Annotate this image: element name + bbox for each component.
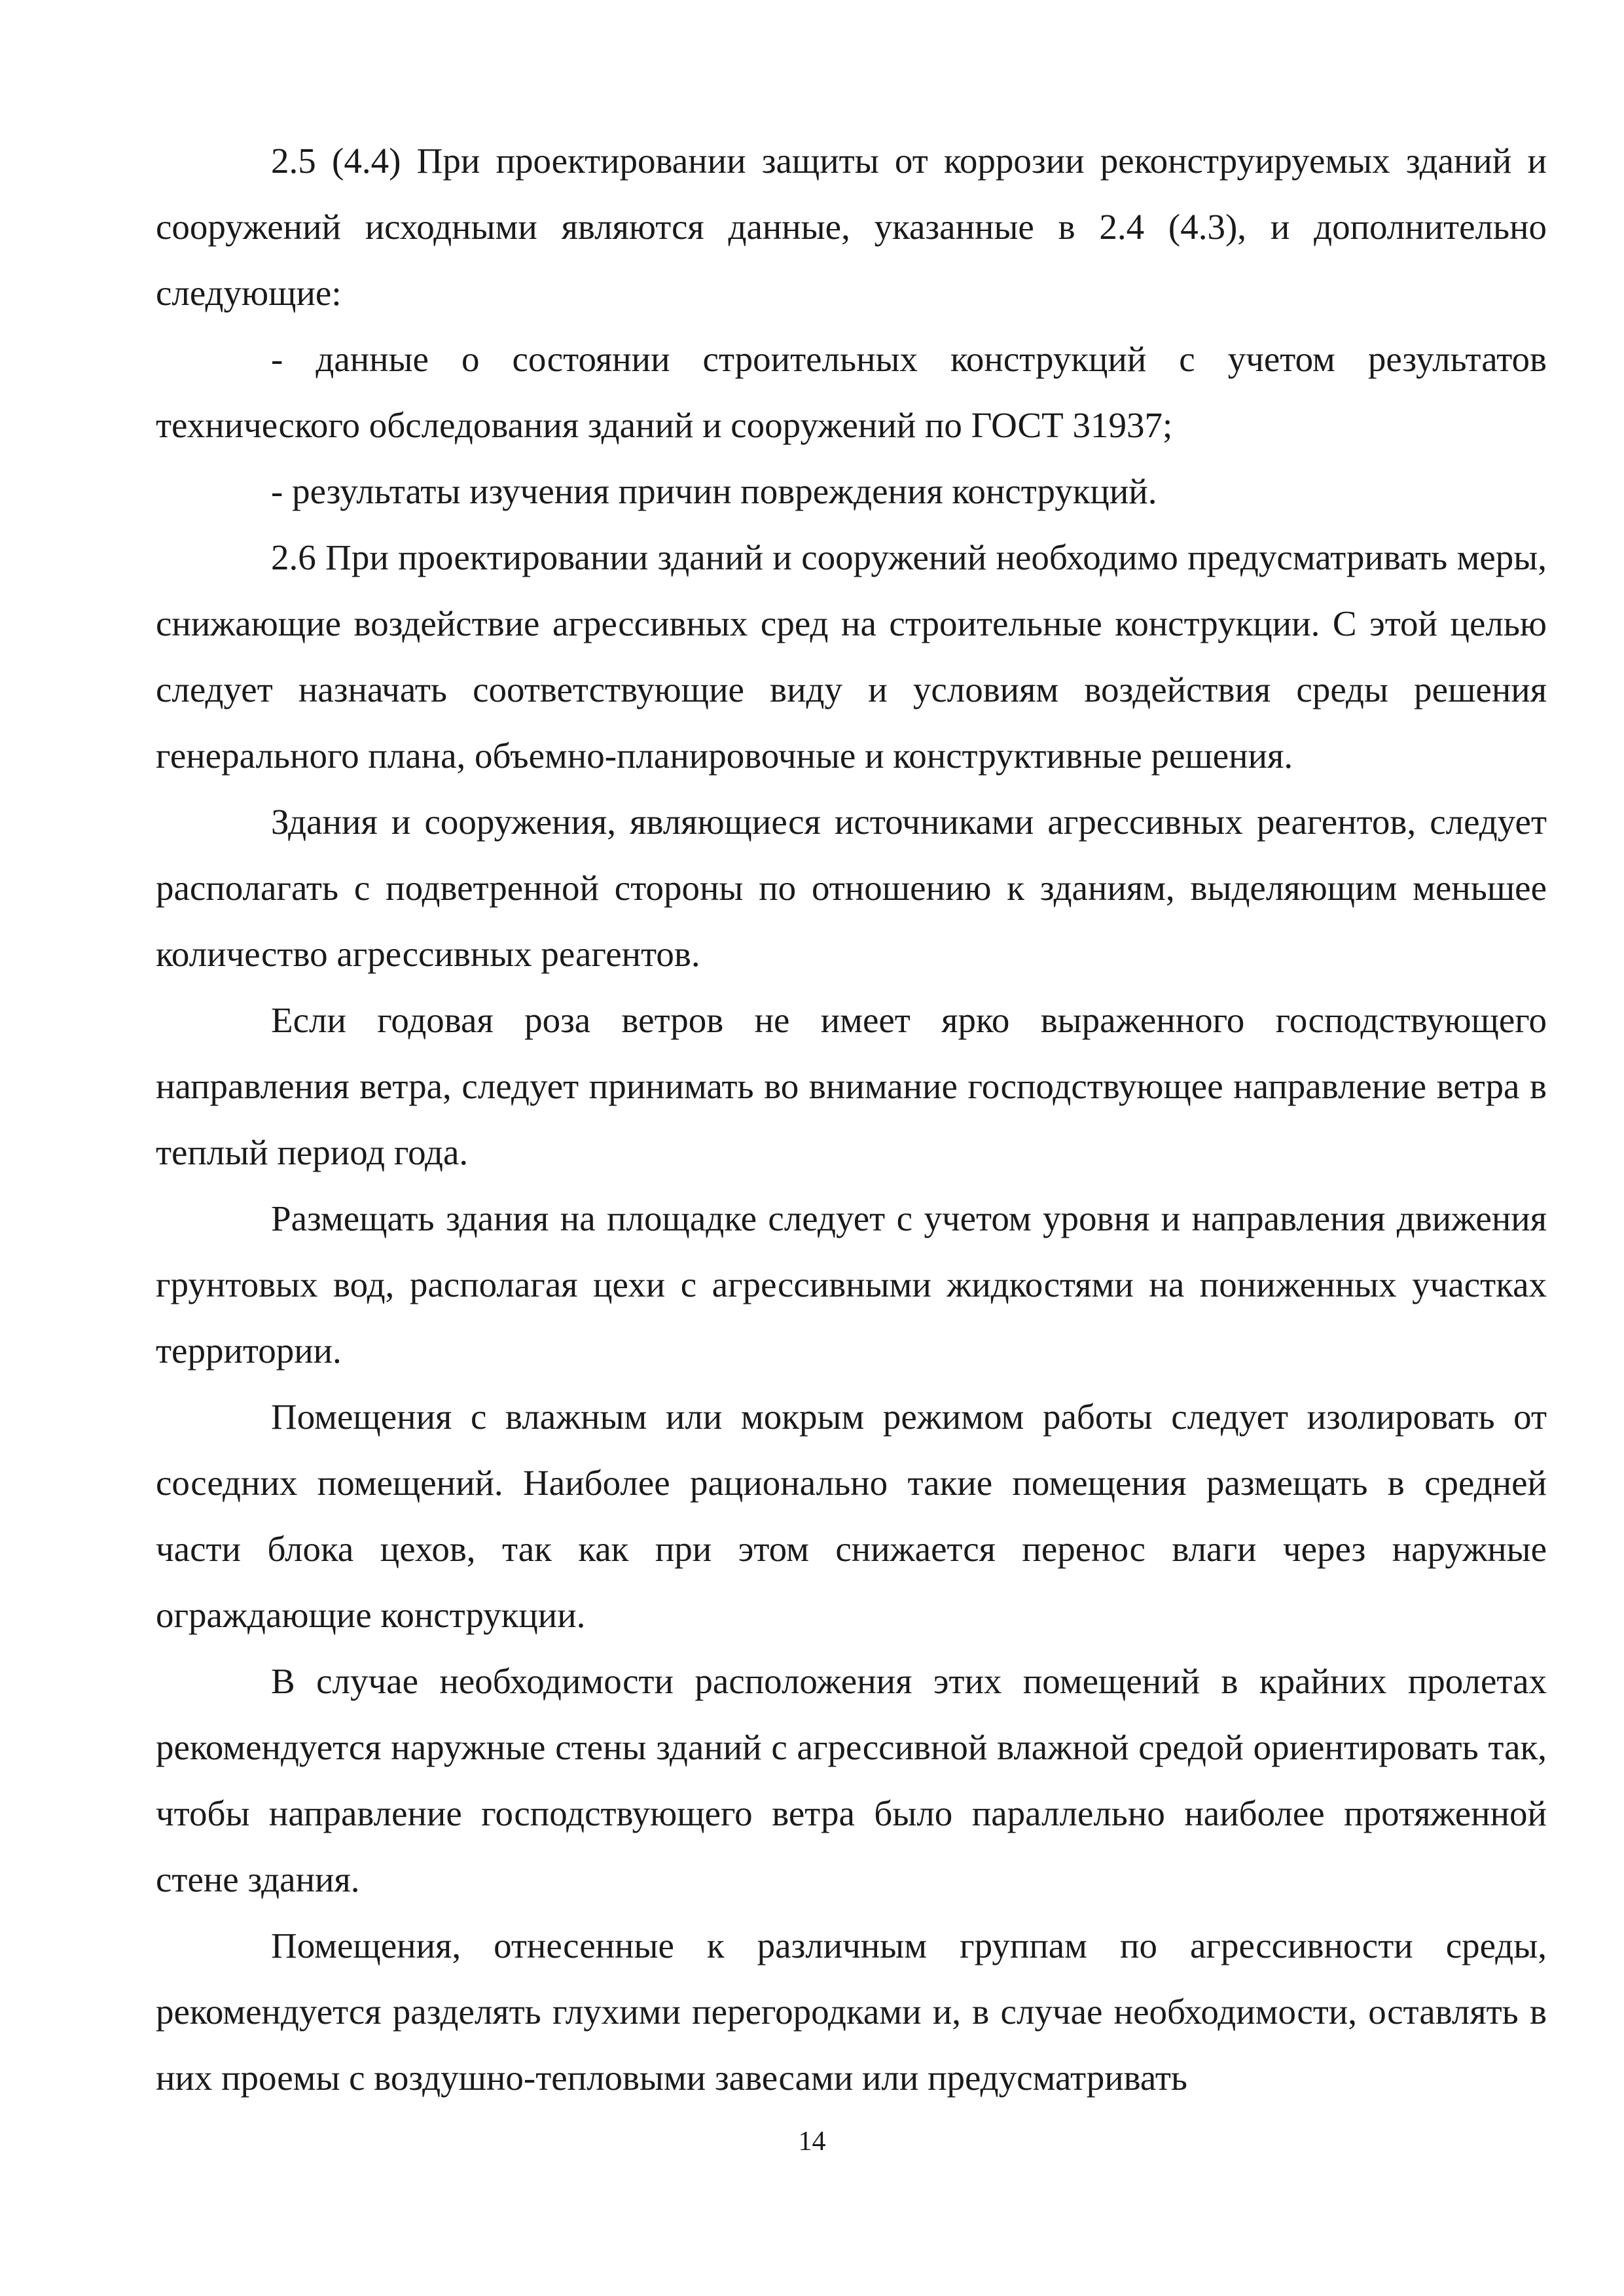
paragraph-aggressivity-groups: Помещения, отнесенные к различным группам по агрессивности среды, рекомендуется разделять глухими перегородками и, в случае необходимости, оставлять в них проемы с воздушно-тепловыми завесами или предусматривать	[156, 1926, 1547, 2098]
paragraph-wet-rooms: Помещения с влажным или мокрым режимом работы следует изолировать от соседних помещений. Наиболее рационально такие помещения размещать в средней части блока цехов, так как при этом снижается перенос влаги через наружные ограждающие конструкции.	[156, 1397, 1547, 1635]
paragraph-2-5: 2.5 (4.4) При проектировании защиты от коррозии реконструируемых зданий и сооружений исходными являются данные, указанные в 2.4 (4.3), и дополнительно следующие:	[156, 141, 1547, 313]
paragraph-edge-spans: В случае необходимости расположения этих помещений в крайних пролетах рекомендуется наружные стены зданий с агрессивной влажной средой ориентировать так, чтобы направление господствующего ветра было параллельно наиболее протяженной стене здания.	[156, 1661, 1547, 1899]
paragraph-aggressive-sources: Здания и сооружения, являющиеся источниками агрессивных реагентов, следует располагать с подветренной стороны по отношению к зданиям, выделяющим меньшее количество агрессивных реагентов.	[156, 802, 1547, 974]
paragraph-wind-rose: Если годовая роза ветров не имеет ярко выраженного господствующего направления ветра, следует принимать во внимание господствующее направление ветра в теплый период года.	[156, 1000, 1547, 1172]
paragraph-item-damage-causes: - результаты изучения причин повреждения конструкций.	[271, 471, 1157, 511]
page-number: 14	[798, 2126, 826, 2157]
document-body	[156, 128, 1547, 2111]
paragraph-2-6: 2.6 При проектировании зданий и сооружений необходимо предусматривать меры, снижающие воздействие агрессивных сред на строительные конструкции. С этой целью следует назначать соответствующие виду и условиям воздействия среды решения генерального плана, объемно-планировочные и конструктивные решения.	[156, 537, 1547, 776]
paragraph-groundwater: Размещать здания на площадке следует с учетом уровня и направления движения грунтовых вод, располагая цехи с агрессивными жидкостями на пониженных участках территории.	[156, 1198, 1547, 1371]
paragraph-item-condition-data: - данные о состоянии строительных конструкций с учетом результатов технического обследования зданий и сооружений по ГОСТ 31937;	[156, 339, 1547, 445]
